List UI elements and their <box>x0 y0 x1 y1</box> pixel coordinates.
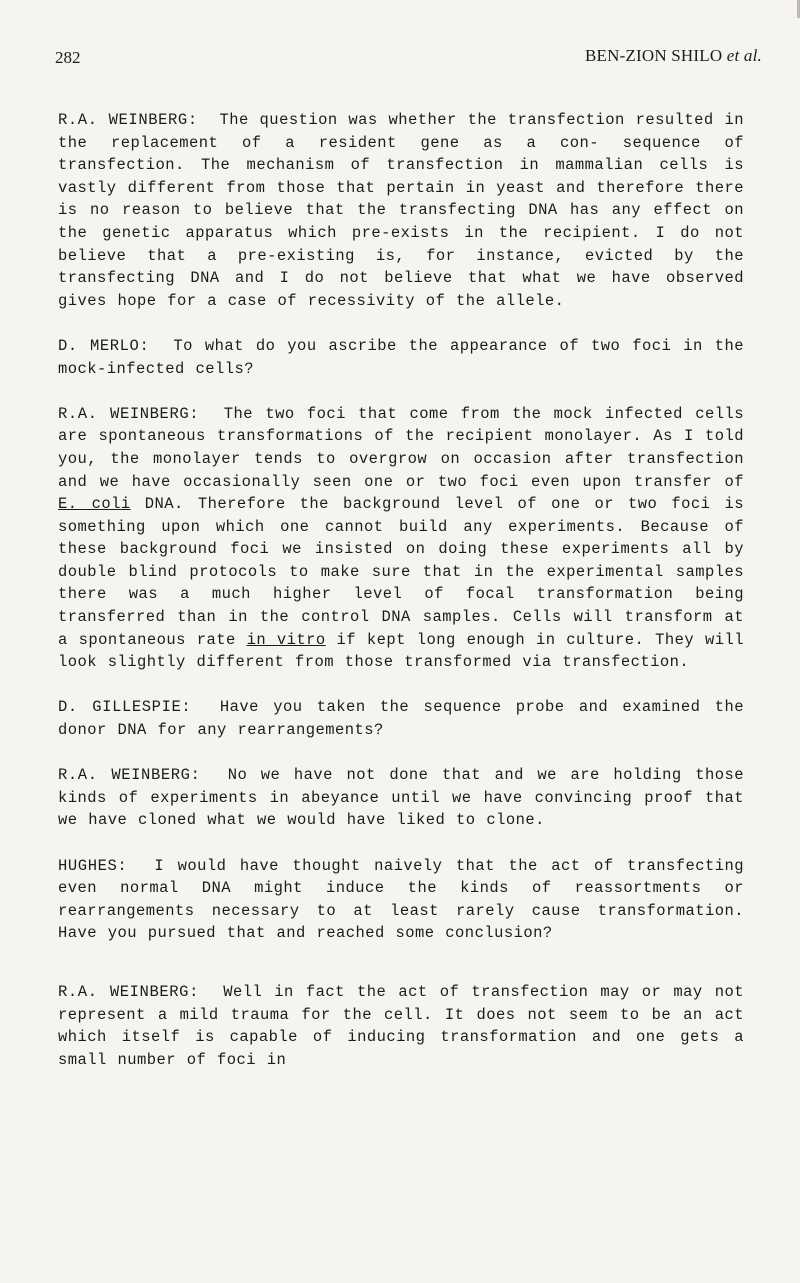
page-number: 282 <box>55 48 81 67</box>
running-head <box>55 46 762 70</box>
paragraph-weinberg-3 <box>58 764 744 832</box>
paragraph-text: Have you taken the sequence probe and examined the donor DNA for any rearrangements? <box>58 698 744 740</box>
paragraph-merlo <box>58 335 744 380</box>
paragraph-text-b: DNA. Therefore the background level of one or two foci is something upon which one cannot build any experiments. Because of these background foci we insisted on doing these experiments all by double blind protocols to make sure that in the experimental samples there was a much higher level of focal transformation being transferred than in the control DNA samples. Cells will transform at a spontaneous rate <box>58 495 744 649</box>
speaker-label: R.A. WEINBERG: <box>58 111 198 129</box>
paragraph-text: I would have thought naively that the act of transfecting even normal DNA might induce the kinds of reassortments or rearrangements necessary to at least rarely cause transformation. Have you pursued that and reached some conclusion? <box>58 856 744 943</box>
speaker-label: D. GILLESPIE: <box>58 698 192 717</box>
running-title-etal: et al. <box>726 46 762 65</box>
speaker-label: D. MERLO: <box>58 336 150 355</box>
underlined-species-name: E. coli <box>58 495 131 514</box>
speaker-label: R.A. WEINBERG: <box>58 404 200 423</box>
paragraph-weinberg-1 <box>58 109 744 312</box>
running-title <box>585 46 762 66</box>
paragraph-weinberg-2 <box>58 403 744 674</box>
underlined-in-vitro: in vitro <box>246 630 326 649</box>
discussion-text <box>58 109 744 1094</box>
paragraph-text: To what do you ascribe the appearance of two foci in the mock-infected cells? <box>58 336 744 378</box>
paragraph-hughes <box>58 855 744 945</box>
speaker-label: R.A. WEINBERG: <box>58 766 201 785</box>
paragraph-text: The question was whether the transfection resulted in the replacement of a resident gene as a con- sequence of transfection. The mechanism of transfection in mammalian cells is vastly different from those that pertain in yeast and therefore there is no reason to believe that the transfecting DNA has any effect on the genetic apparatus which pre-exists in the recipient. I do not believe that a pre-existing is, for instance, evicted by the transfecting DNA and I do not believe that what we have observed gives hope for a case of recessivity of the allele. <box>58 111 744 310</box>
speaker-label: R.A. WEINBERG: <box>58 982 199 1001</box>
paragraph-weinberg-4 <box>58 981 744 1071</box>
paragraph-text: No we have not done that and we are holding those kinds of experiments in abeyance until we have convincing proof that we have cloned what we would have liked to clone. <box>58 766 744 830</box>
paragraph-text: Well in fact the act of transfection may or may not represent a mild trauma for the cell. It does not seem to be an act which itself is capable of inducing transformation and one gets a small number of foci in <box>58 982 745 1069</box>
paragraph-gillespie <box>58 696 744 741</box>
paragraph-text-c: if kept long enough in culture. They will look slightly different from those transformed via transfection. <box>58 630 745 672</box>
speaker-label: HUGHES: <box>58 856 128 875</box>
paragraph-text-a: The two foci that come from the mock infected cells are spontaneous transformations of the recipient monolayer. As I told you, the monolayer tends to overgrow on occasion after transfection and we have occasionally seen one or two foci even upon transfer of <box>58 404 744 491</box>
running-title-authors: BEN-ZION SHILO <box>584 46 723 65</box>
